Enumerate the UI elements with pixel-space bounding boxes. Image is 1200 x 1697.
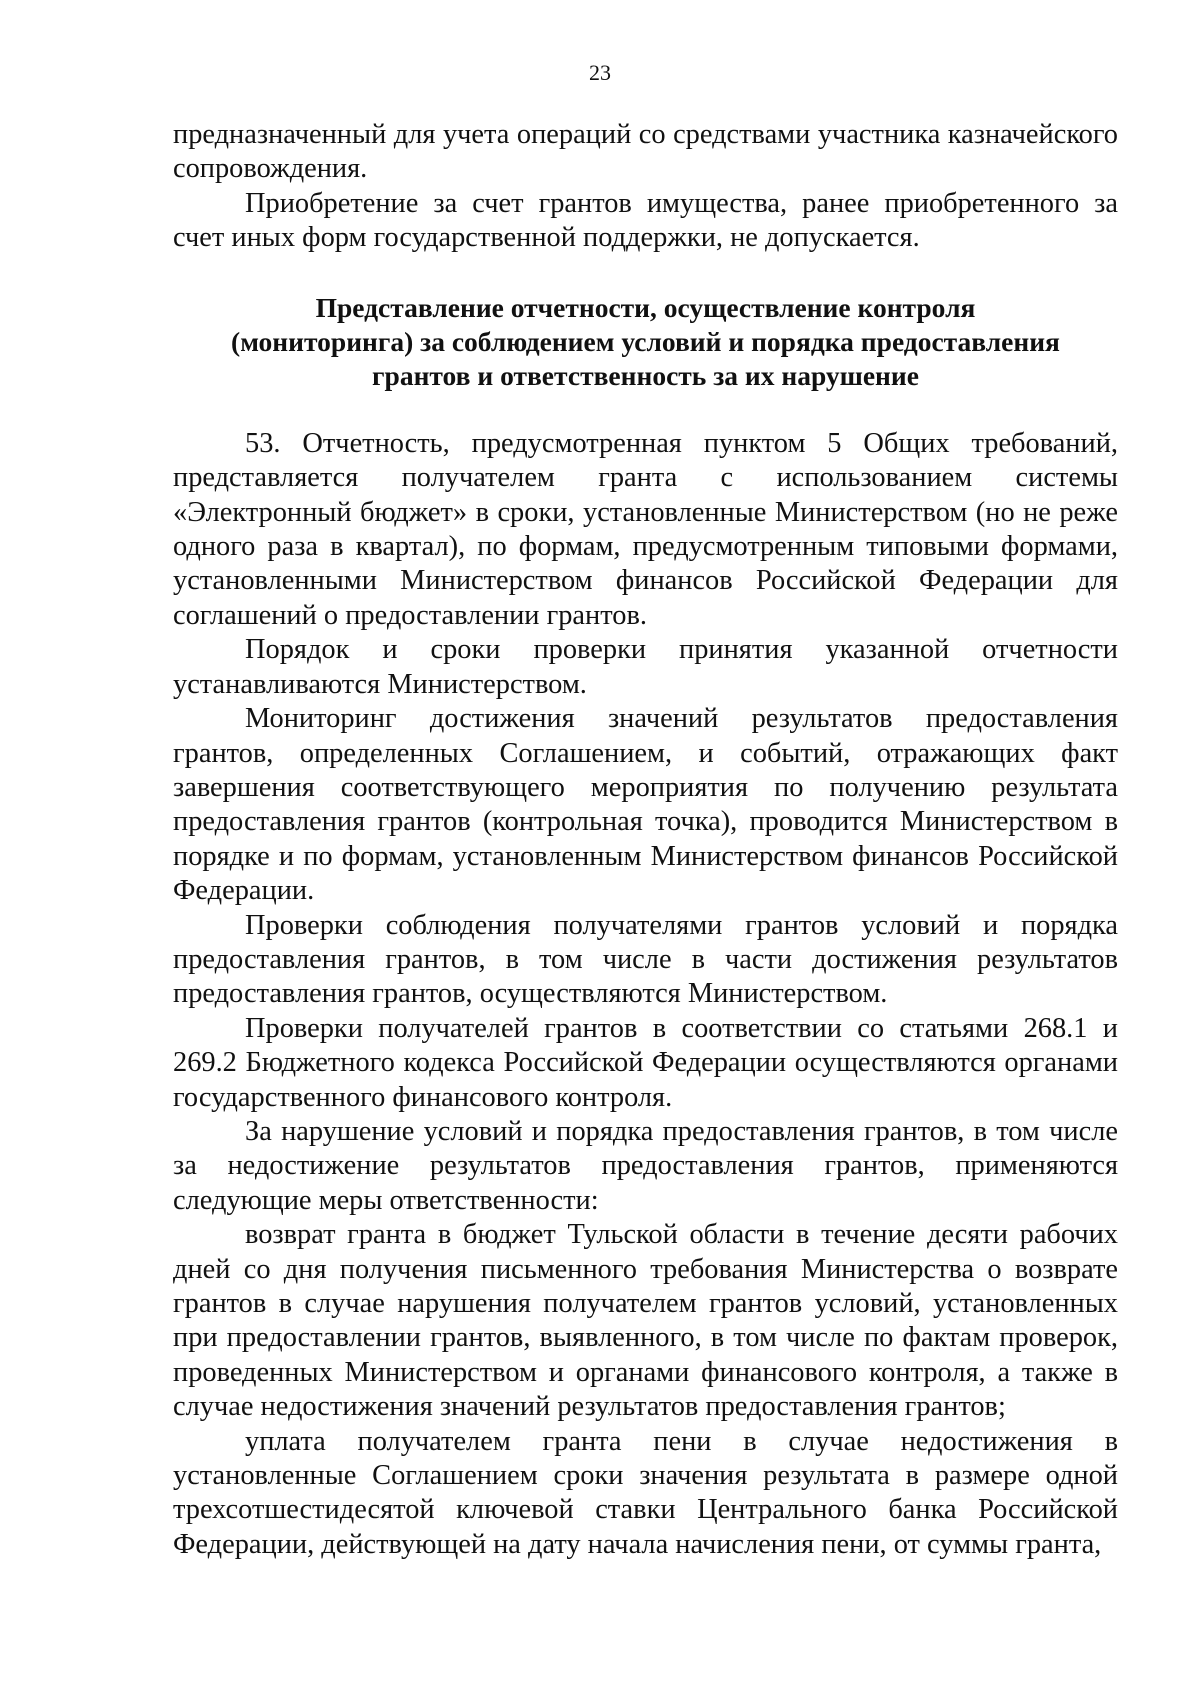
- document-body: [173, 118, 1118, 1562]
- section-heading-line: грантов и ответственность за их нарушение: [372, 360, 919, 392]
- paragraph-grant-return: возврат гранта в бюджет Тульской области в течение десяти рабочих дней со дня получения письменного требования Министерства о возврате грантов в случае нарушения получателем грантов условий, установленных при предоставлении грантов, выявленного, в том числе по фактам проверок, проведенных Министерством и органами финансового контроля, а также в случае недостижения значений результатов предоставления грантов;: [173, 1219, 1118, 1423]
- section-heading-line: (мониторинга) за соблюдением условий и порядка предоставления: [231, 326, 1060, 358]
- paragraph-53-reporting: 53. Отчетность, предусмотренная пунктом 5 Общих требований, представляется получателем гранта с использованием системы «Электронный бюджет» в сроки, установленные Министерством (но не реже одного раза в квартал), по формам, предусмотренным типовыми формами, установленными Министерством финансов Российской Федерации для соглашений о предоставлении грантов.: [173, 427, 1118, 631]
- paragraph-penalty: уплата получателем гранта пени в случае недостижения в установленные Соглашением сроки значения результата в размере одной трехсотшестидесятой ключевой ставки Центрального банка Российской Федерации, действующей на дату начала начисления пени, от суммы гранта,: [173, 1425, 1118, 1560]
- intro-continuation: предназначенный для учета операций со средствами участника казначейского сопровождения.: [173, 119, 1118, 185]
- paragraph-verification-procedure: Порядок и сроки проверки принятия указанной отчетности устанавливаются Министерством.: [173, 634, 1118, 700]
- page-number: 23: [589, 60, 611, 85]
- section-heading-line: Представление отчетности, осуществление контроля: [315, 291, 976, 323]
- section-heading: [173, 291, 1118, 394]
- paragraph-financial-control: Проверки получателей грантов в соответствии со статьями 268.1 и 269.2 Бюджетного кодекса Российской Федерации осуществляются органами государственного финансового контроля.: [173, 1012, 1118, 1113]
- intro-paragraph: Приобретение за счет грантов имущества, ранее приобретенного за счет иных форм государственной поддержки, не допускается.: [173, 187, 1118, 254]
- paragraph-liability-measures: За нарушение условий и порядка предоставления грантов, в том числе за недостижение результатов предоставления грантов, применяются следующие меры ответственности:: [173, 1115, 1118, 1216]
- paragraph-monitoring: Мониторинг достижения значений результатов предоставления грантов, определенных Соглашением, и событий, отражающих факт завершения соответствующего мероприятия по получению результата предоставления грантов (контрольная точка), проводится Министерством в порядке и по формам, установленным Министерством финансов Российской Федерации.: [173, 703, 1118, 907]
- paragraph-compliance-checks: Проверки соблюдения получателями грантов условий и порядка предоставления грантов, в том числе в части достижения результатов предоставления грантов, осуществляются Министерством.: [173, 909, 1118, 1010]
